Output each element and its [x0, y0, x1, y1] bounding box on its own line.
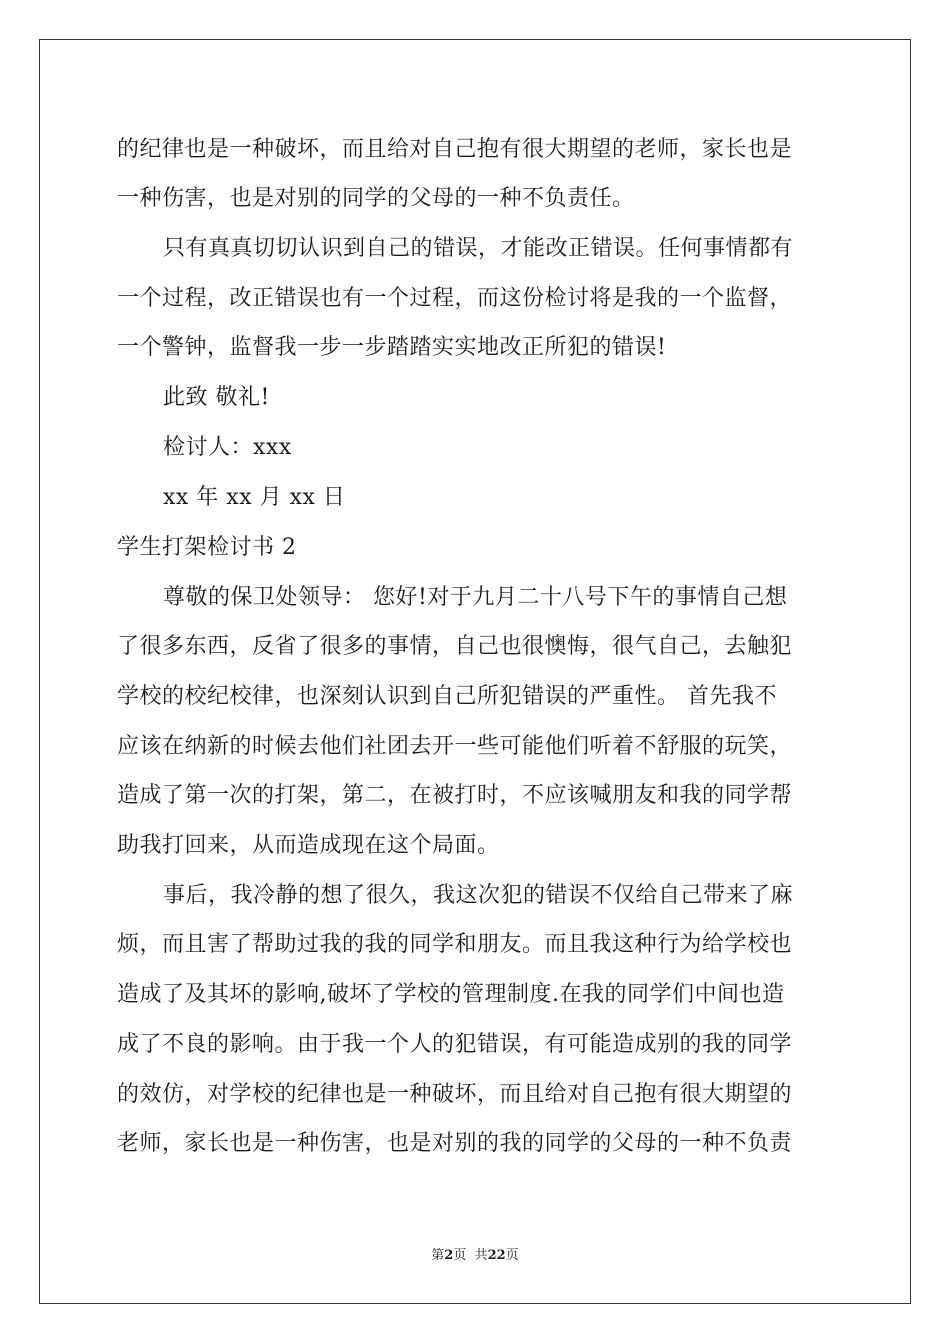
page-footer — [0, 1247, 950, 1265]
text-line: 成了不良的影响。由于我一个人的犯错误，有可能造成别的我的同学 — [117, 1032, 793, 1057]
text-line: 一种伤害，也是对别的同学的父母的一种不负责任。 — [117, 186, 635, 211]
text-line: 老师，家长也是一种伤害，也是对别的我的同学的父母的一种不负责 — [117, 1131, 793, 1156]
text-line: 一个过程，改正错误也有一个过程，而这份检讨将是我的一个监督， — [117, 286, 793, 311]
text-line: 烦，而且害了帮助过我的我的同学和朋友。而且我这种行为给学校也 — [117, 932, 793, 957]
text-line: 学校的校纪校律，也深刻认识到自己所犯错误的严重性。 首先我不 — [117, 684, 777, 709]
section-title: 学生打架检讨书 2 — [117, 535, 297, 560]
text-line: 尊敬的保卫处领导： 您好!对于九月二十八号下午的事情自己想 — [163, 585, 788, 610]
text-line: 事后，我冷静的想了很久，我这次犯的错误不仅给自己带来了麻 — [163, 883, 794, 908]
text-line: 只有真真切切认识到自己的错误，才能改正错误。任何事情都有 — [163, 236, 794, 261]
page-border — [39, 39, 911, 1304]
footer-mid: 页 共 — [453, 1248, 488, 1263]
current-page-number: 2 — [444, 1248, 454, 1263]
total-page-number: 22 — [487, 1248, 506, 1263]
text-line: 的纪律也是一种破坏，而且给对自己抱有很大期望的老师，家长也是 — [117, 137, 793, 162]
text-line: 造成了及其坏的影响,破坏了学校的管理制度.在我的同学们中间也造 — [117, 982, 785, 1007]
text-line: 的效仿，对学校的纪律也是一种破坏，而且给对自己抱有很大期望的 — [117, 1082, 793, 1107]
signature-date: xx 年 xx 月 xx 日 — [163, 485, 346, 510]
signature-name: 检讨人：xxx — [163, 435, 292, 460]
salutation: 此致 敬礼! — [163, 385, 270, 410]
text-line: 一个警钟，监督我一步一步踏踏实实地改正所犯的错误! — [117, 335, 667, 360]
text-line: 助我打回来，从而造成现在这个局面。 — [117, 833, 500, 858]
text-line: 了很多东西，反省了很多的事情，自己也很懊悔，很气自己，去触犯 — [117, 634, 793, 659]
footer-prefix: 第 — [431, 1248, 445, 1263]
text-line: 造成了第一次的打架，第二，在被打时，不应该喊朋友和我的同学帮 — [117, 783, 793, 808]
footer-suffix: 页 — [505, 1248, 519, 1263]
text-line: 应该在纳新的时候去他们社团去开一些可能他们听着不舒服的玩笑， — [117, 734, 793, 759]
